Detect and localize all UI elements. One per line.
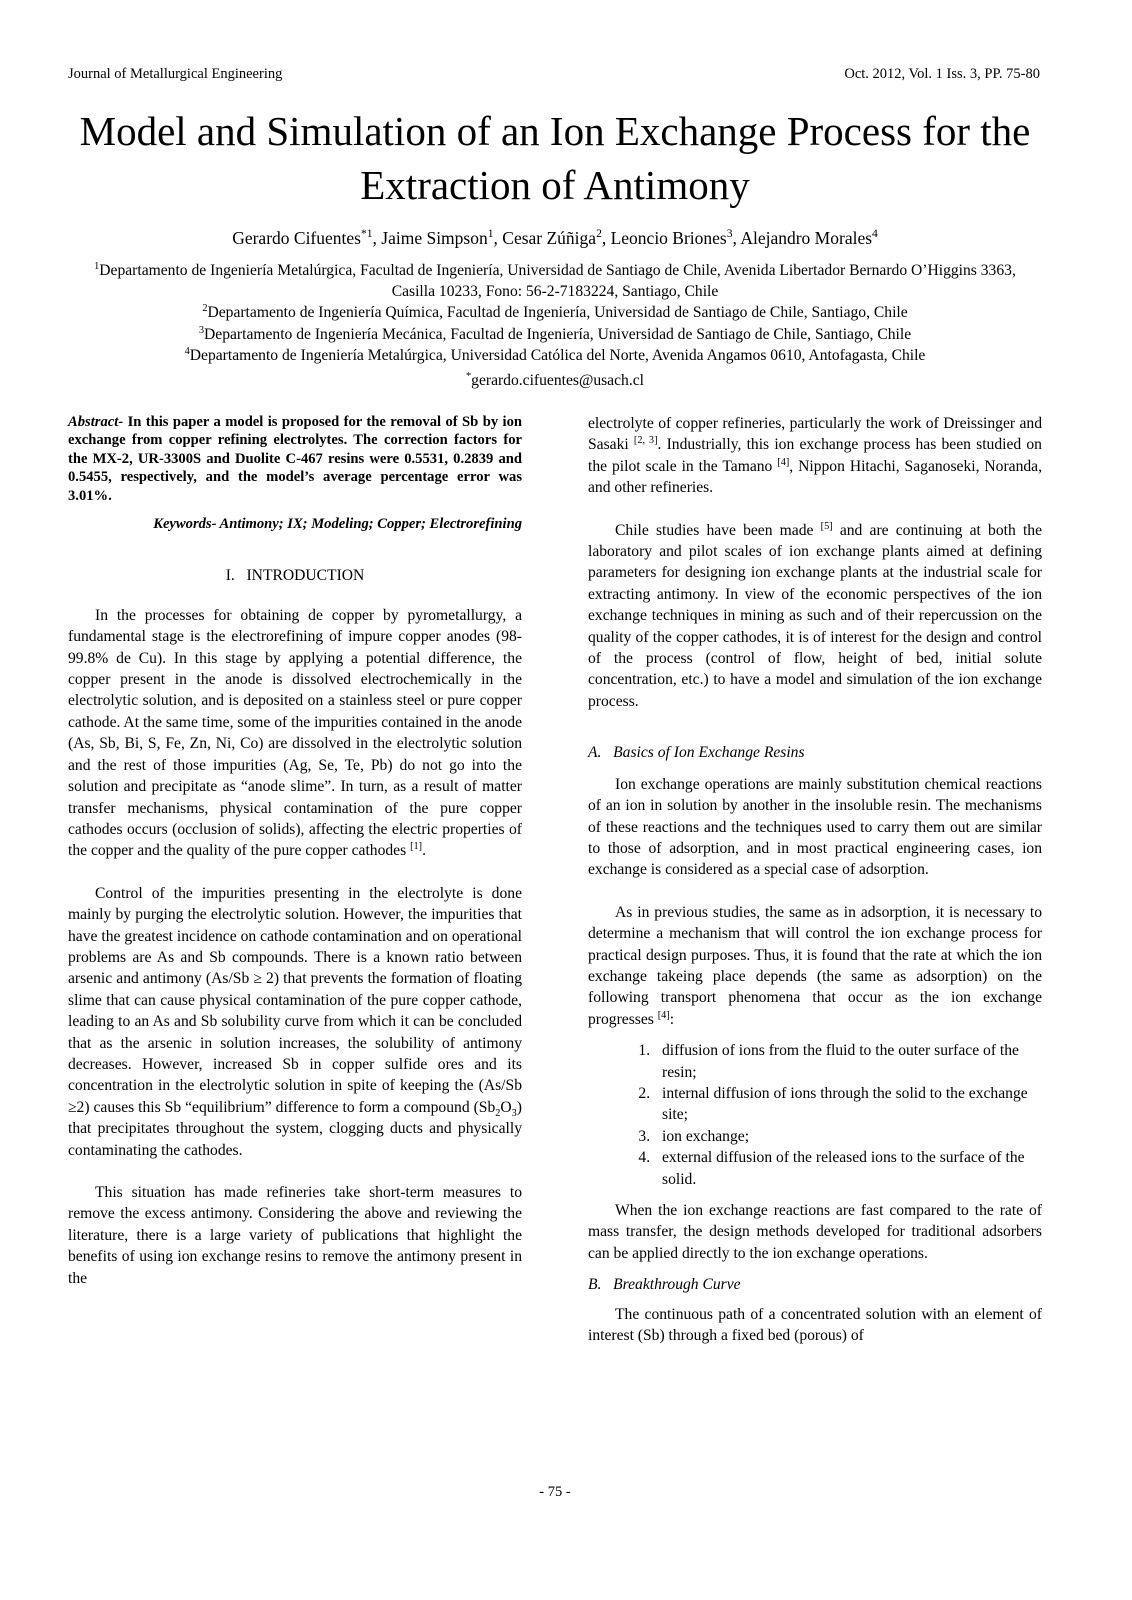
paragraph-text: . Industrially, this ion exchange process has been studied on the pilot scale in the Tamano <box>588 436 1042 475</box>
paragraph-text: , Nippon Hitachi, Saganoseki, Noranda, and other refineries. <box>588 457 1042 497</box>
affiliation <box>40 302 1070 323</box>
author-mark: 1 <box>487 228 494 241</box>
list-item: 1. diffusion of ions from the fluid to the outer surface of the resin; <box>654 1040 1042 1083</box>
paragraph-continued <box>588 413 1042 499</box>
citation: [1] <box>410 841 423 853</box>
paragraph-text: Chile studies have been made <box>615 521 814 539</box>
email-address[interactable]: gerardo.cifuentes@usach.cl <box>471 372 644 389</box>
author-name: Jaime Simpson <box>381 228 488 248</box>
subsection-heading-b: B. Breakthrough Curve <box>588 1276 741 1294</box>
citation: [2, 3] <box>633 435 658 447</box>
transport-phenomena-list <box>588 1040 1042 1190</box>
paragraph-text: As in previous studies, the same as in adsorption, it is necessary to determine a mechanism that will control the ion exchange process for practical design purposes. Thus, it is found that the rate at which the ion exchange takeing place depends (the same as adsorption) on the following transport phenomena that occur as the ion exchange progresses <box>588 903 1042 1028</box>
affiliation-list <box>40 260 1070 366</box>
list-item: 2. internal diffusion of ions through the solid to the exchange site; <box>654 1083 1042 1126</box>
page-number: - 75 - <box>539 1484 571 1500</box>
affiliation <box>40 260 1070 302</box>
citation: [5] <box>820 520 833 532</box>
email-mark: * <box>466 370 472 382</box>
author-mark: *1 <box>360 228 373 241</box>
affiliation-mark: 4 <box>184 345 190 357</box>
paragraph: As in previous studies, the same as in adsorption, it is necessary to determine a mechanism that will control the ion exchange process for practical design purposes. Thus, it is found that the rate at which the ion exchange takeing place depends (the same as adsorption) on the following transport phenomena that occur as the ion exchange progresses [4]: <box>588 903 1042 1028</box>
subscript: 3 <box>511 1107 517 1119</box>
affiliation-text: Departamento de Ingeniería Mecánica, Facultad de Ingeniería, Universidad de Santiago de Chile, Santiago, Chile <box>204 325 912 343</box>
list-item: 4. external diffusion of the released ions to the surface of the solid. <box>654 1147 1042 1190</box>
subscript: 2 <box>495 1107 501 1119</box>
paragraph <box>68 883 522 1161</box>
paragraph: The continuous path of a concentrated solution with an element of interest (Sb) through a fixed bed (porous) of <box>588 1305 1042 1345</box>
author-name: Cesar Zúñiga <box>502 228 597 248</box>
affiliation-text: Departamento de Ingeniería Química, Facultad de Ingeniería, Universidad de Santiago de Chile, Santiago, Chile <box>207 304 908 322</box>
paragraph-text: ) that precipitates throughout the system, clogging ducts and physically contaminating the cathodes. <box>68 1098 522 1159</box>
paragraph: When the ion exchange reactions are fast compared to the rate of mass transfer, the design methods developed for traditional adsorbers can be applied directly to the ion exchange operations. <box>588 1202 1042 1262</box>
paragraph-text: In the processes for obtaining de copper by pyrometallurgy, a fundamental stage is the electrorefining of impure copper anodes (98-99.8% de Cu). In this stage by applying a potential difference, the copper present in the anode is dissolved electrochemically in the electrolytic solution, and is deposited on a stainless steel or pure copper cathode. At the same time, some of the impurities contained in the anode (As, Sb, Bi, S, Fe, Zn, Ni, Co) are dissolved in the electrolytic solution and the rest of those impurities (Ag, Se, Te, Pb) do not go into the solution and precipitate as “anode slime”. In turn, as a result of matter transfer mechanisms, physical contamination of the pure copper cathodes occurs (occlusion of solids), affecting the electric properties of the copper and the quality of the pure copper cathodes <box>68 606 522 860</box>
abstract <box>68 413 522 505</box>
affiliation-text: Departamento de Ingeniería Metalúrgica, Facultad de Ingeniería, Universidad de Santiago de Chile, Avenida Libertador Bernardo O’Higgins 3363, Casilla 10233, Fono: 56-2-7183224, Santiago, Chile <box>99 262 1016 301</box>
subsection-heading-a: A. Basics of Ion Exchange Resins <box>588 744 805 762</box>
left-column <box>68 413 522 1289</box>
contact-email <box>40 370 1070 391</box>
author-name: Leoncio Briones <box>610 228 727 248</box>
author-mark: 2 <box>596 228 602 241</box>
paragraph <box>588 520 1042 713</box>
affiliation-mark: 3 <box>198 324 205 336</box>
author-mark: 3 <box>726 228 733 241</box>
affiliation-mark: 2 <box>202 303 208 315</box>
paragraph-text: electrolyte of copper refineries, particularly the work of Dreissinger and Sasaki <box>588 415 1042 454</box>
author-list: Gerardo Cifuentes$^{*1}$, Jaime Simpson$^1$, Cesar Zúñiga$^2$, Leoncio Briones$^3$, Alejandro Morales$^4$ <box>232 228 878 248</box>
author-name: Gerardo Cifuentes <box>232 228 361 248</box>
section-heading-introduction: I. INTRODUCTION <box>225 567 365 585</box>
citation: [4] <box>777 456 790 468</box>
paragraph: Ion exchange operations are mainly substitution chemical reactions of an ion in solution by another in the insoluble resin. The mechanisms of these reactions and the techniques used to carry them out are similar to those of adsorption, and in most practical engineering cases, ion exchange is considered as a special case of adsorption. <box>588 775 1042 879</box>
citation: [4] <box>657 1009 670 1021</box>
right-column <box>588 413 1042 1346</box>
paragraph: In the processes for obtaining de copper by pyrometallurgy, a fundamental stage is the electrorefining of impure copper anodes (98-99.8% de Cu). In this stage by applying a potential difference, the copper present in the anode is dissolved electrochemically in the electrolytic solution, and is deposited on a stainless steel or pure copper cathode. At the same time, some of the impurities contained in the anode (As, Sb, Bi, S, Fe, Zn, Ni, Co) are dissolved in the electrolytic solution and the rest of those impurities (Ag, Se, Te, Pb) do not go into the solution and precipitate as “anode slime”. In turn, as a result of matter transfer mechanisms, physical contamination of the pure copper cathodes occurs (occlusion of solids), affecting the electric properties of the copper and the quality of the pure copper cathodes [1]. <box>68 606 522 860</box>
paragraph-text: Control of the impurities presenting in the electrolyte is done mainly by purging the electrolytic solution. However, the impurities that have the greatest incidence on cathode contamination and on operational problems are As and Sb compounds. There is a known ratio between arsenic and antimony (As/Sb ≥ 2) that prevents the formation of floating slime that can cause physical contamination of the pure copper cathode, leading to an As and Sb solubility curve from which it can be concluded that as the arsenic in solution increases, the solubility of antimony decreases. However, increased Sb in copper sulfide ores and its concentration in the electrolytic solution in spite of keeping the (As/Sb ≥2) causes this Sb “equilibrium” difference to form a compound (Sb <box>68 884 522 1116</box>
paragraph-text: O <box>500 1098 512 1116</box>
author-mark: 4 <box>872 228 878 241</box>
affiliation-text: Departamento de Ingeniería Metalúrgica, Universidad Católica del Norte, Avenida Angamos 0610, Antofagasta, Chile <box>189 346 926 364</box>
abstract-text: In this paper a model is proposed for the removal of Sb by ion exchange from copper refining electrolytes. The correction factors for the MX-2, UR-3300S and Duolite C-467 resins were 0.5531, 0.2839 and 0.5455, respectively, and the model’s average percentage error was 3.01%. <box>68 414 522 504</box>
keywords: Keywords- Antimony; IX; Modeling; Copper; Electrorefining <box>153 516 522 533</box>
affiliation-mark: 1 <box>94 260 100 272</box>
paragraph-text: and are continuing at both the laboratory and pilot scales of ion exchange plants aimed at defining parameters for designing ion exchange plants at the industrial scale for extracting antimony. In view of the economic perspectives of the ion exchange techniques in mining as such and of their repercussion on the quality of the copper cathodes, it is of interest for the design and control of the process (control of flow, height of bed, initial solute concentration, etc.) to have a model and simulation of the ion exchange process. <box>588 521 1042 710</box>
abstract-label: Abstract- <box>68 414 124 430</box>
author-name: Alejandro Morales <box>740 228 873 248</box>
paper-title: Model and Simulation of an Ion Exchange Process for the Extraction of Antimony <box>79 108 1031 208</box>
paragraph-start: This situation has made refineries take short-term measures to remove the excess antimony. Considering the above and reviewing the literature, there is a large variety of publications that highlight the benefits of using ion exchange resins to remove the antimony present in the <box>68 1184 522 1287</box>
affiliation <box>40 324 1070 345</box>
list-item: 3. ion exchange; <box>654 1126 1042 1147</box>
affiliation <box>40 345 1070 366</box>
issue-info: Oct. 2012, Vol. 1 Iss. 3, PP. 75-80 <box>844 66 1040 82</box>
journal-name: Journal of Metallurgical Engineering <box>68 66 283 82</box>
